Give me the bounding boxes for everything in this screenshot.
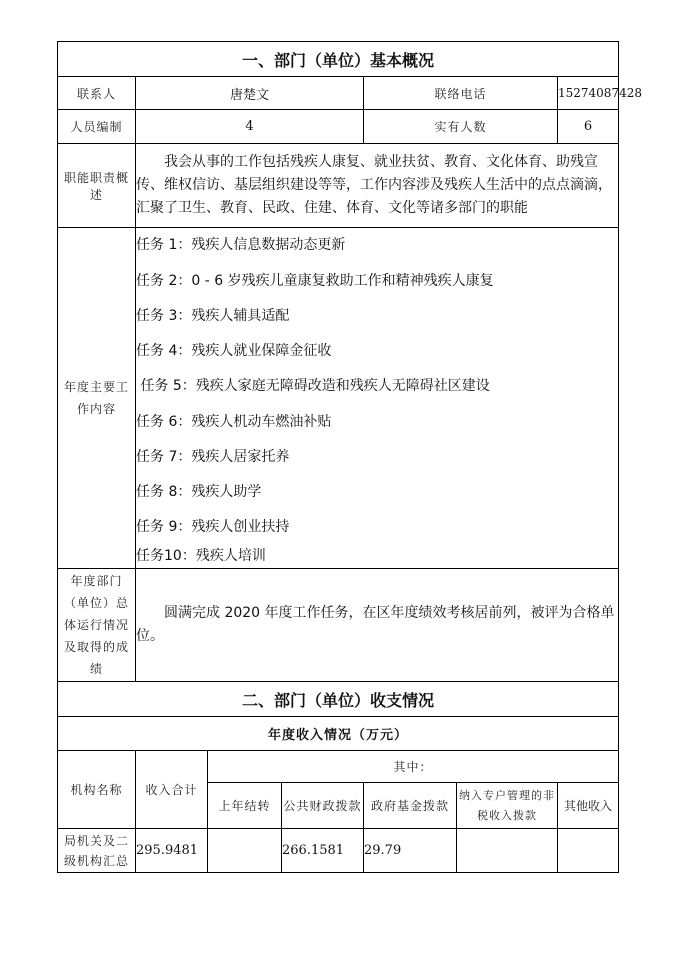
- public-finance-header: 公共财政拨款: [282, 783, 364, 829]
- annual-work-label: 年度主要工作内容: [58, 228, 136, 569]
- phone-label: 联络电话: [364, 77, 558, 110]
- annual-result-label: 年度部门（单位）总体运行情况及取得的成绩: [58, 569, 136, 682]
- task-item: 任务 1：残疾人信息数据动态更新: [136, 236, 346, 253]
- task-list: [136, 228, 619, 569]
- carryover-header: 上年结转: [208, 783, 282, 829]
- task-item: 任务 6：残疾人机动车燃油补贴: [136, 413, 332, 430]
- contact-label: 联系人: [58, 77, 136, 110]
- task-item: 任务 5：残疾人家庭无障碍改造和残疾人无障碍社区建设: [136, 377, 490, 394]
- phone-value: 15274087428: [558, 77, 619, 110]
- task-item: 任务 3：残疾人辅具适配: [136, 307, 290, 324]
- income-row-carryover: [208, 829, 282, 873]
- section-2-title: 二、部门（单位）收支情况: [58, 682, 619, 717]
- task-item: 任务10：残疾人培训: [136, 547, 266, 564]
- section-1-title: 一、部门（单位）基本概况: [58, 42, 619, 77]
- document-table: [57, 41, 642, 873]
- staff-quota-label: 人员编制: [58, 110, 136, 144]
- income-table-title: 年度收入情况（万元）: [58, 717, 619, 751]
- income-row-public-finance: 266.1581: [282, 829, 364, 873]
- income-row-special-nontax: [457, 829, 558, 873]
- other-income-header: 其他收入: [558, 783, 619, 829]
- income-row-gov-fund: 29.79: [364, 829, 457, 873]
- duty-text: 我会从事的工作包括残疾人康复、就业扶贫、教育、文化体育、助残宣传、维权信访、基层组织建设等等，工作内容涉及残疾人生活中的点点滴滴，汇聚了卫生、教育、民政、住建、体育、文化等诸多部门的职能: [136, 144, 619, 228]
- contact-value: 唐楚文: [136, 77, 364, 110]
- gov-fund-header: 政府基金拨款: [364, 783, 457, 829]
- task-item: 任务 8：残疾人助学: [136, 483, 262, 500]
- actual-staff-label: 实有人数: [364, 110, 558, 144]
- actual-staff-value: 6: [558, 110, 619, 144]
- income-row-total: 295.9481: [136, 829, 208, 873]
- annual-result-text: 圆满完成 2020 年度工作任务，在区年度绩效考核居前列，被评为合格单位。: [136, 569, 619, 682]
- task-item: 任务 9：残疾人创业扶持: [136, 518, 290, 535]
- staff-quota-value: 4: [136, 110, 364, 144]
- total-income-header: 收入合计: [136, 751, 208, 829]
- task-item: 任务 2：0 - 6 岁残疾儿童康复救助工作和精神残疾人康复: [136, 272, 494, 289]
- org-name-header: 机构名称: [58, 751, 136, 829]
- task-item: 任务 4：残疾人就业保障金征收: [136, 342, 332, 359]
- of-which-header: 其中：: [208, 751, 619, 783]
- income-row-org: 局机关及二级机构汇总: [58, 829, 136, 873]
- task-item: 任务 7：残疾人居家托养: [136, 448, 290, 465]
- special-nontax-header: 纳入专户管理的非税收入拨款: [457, 783, 558, 829]
- income-row-other: [558, 829, 619, 873]
- duty-label: 职能职责概述: [58, 144, 136, 228]
